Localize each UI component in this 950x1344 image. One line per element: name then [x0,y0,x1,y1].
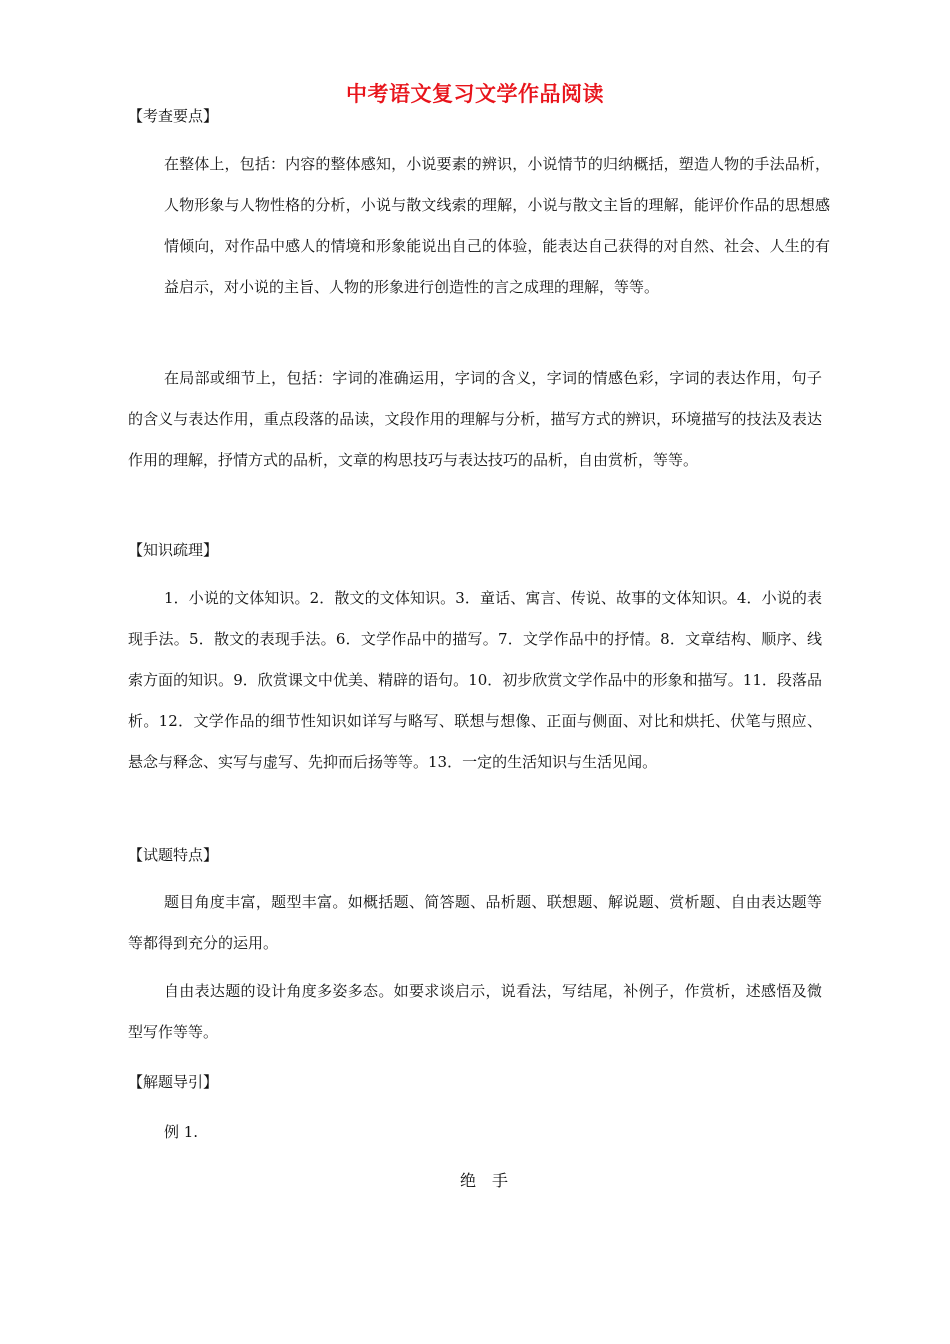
section-heading-zhishi: 【知识疏理】 [128,541,219,559]
section-heading-jieti: 【解题导引】 [128,1073,219,1091]
paragraph-kaocha-overall: 在整体上，包括：内容的整体感知，小说要素的辨识，小说情节的归纳概括，塑造人物的手法品析，人物形象与人物性格的分析，小说与散文线索的理解，小说与散文主旨的理解，能评价作品的思想感情倾向，对作品中感人的情境和形象能说出自己的体验，能表达自己获得的对自然、社会、人生的有益启示，对小说的主旨、人物的形象进行创造性的言之成理的理解，等等。 [164,155,830,296]
paragraph-shiti-free-expression: 自由表达题的设计角度多姿多态。如要求谈启示，说看法，写结尾，补例子，作赏析，述感悟及微型写作等等。 [128,982,822,1041]
section-heading-kaocha: 【考查要点】 [128,107,219,125]
story-title: 绝手 [459,1171,524,1190]
paragraph-zhishi-list: 1．小说的文体知识。2．散文的文体知识。3．童话、寓言、传说、故事的文体知识。4．小说的表现手法。5．散文的表现手法。6．文学作品中的描写。7．文学作品中的抒情。8．文章结构、顺序、线索方面的知识。9．欣赏课文中优美、精辟的语句。10．初步欣赏文学作品中的形象和描写。11．段落品析。12．文学作品的细节性知识如详写与略写、联想与想像、正面与侧面、对比和烘托、伏笔与照应、悬念与释念、实写与虚写、先抑而后扬等等。13．一定的生活知识与生活见闻。 [128,589,822,771]
example-label: 例 1. [164,1123,199,1141]
section-heading-shiti: 【试题特点】 [128,846,219,864]
paragraph-kaocha-detail: 在局部或细节上，包括：字词的准确运用，字词的含义，字词的情感色彩，字词的表达作用，句子的含义与表达作用，重点段落的品读，文段作用的理解与分析，描写方式的辨识，环境描写的技法及表达作用的理解，抒情方式的品析，文章的构思技巧与表达技巧的品析，自由赏析，等等。 [128,369,822,469]
document-title: 中考语文复习文学作品阅读 [346,81,604,106]
paragraph-shiti-variety: 题目角度丰富，题型丰富。如概括题、简答题、品析题、联想题、解说题、赏析题、自由表达题等等都得到充分的运用。 [128,893,822,952]
